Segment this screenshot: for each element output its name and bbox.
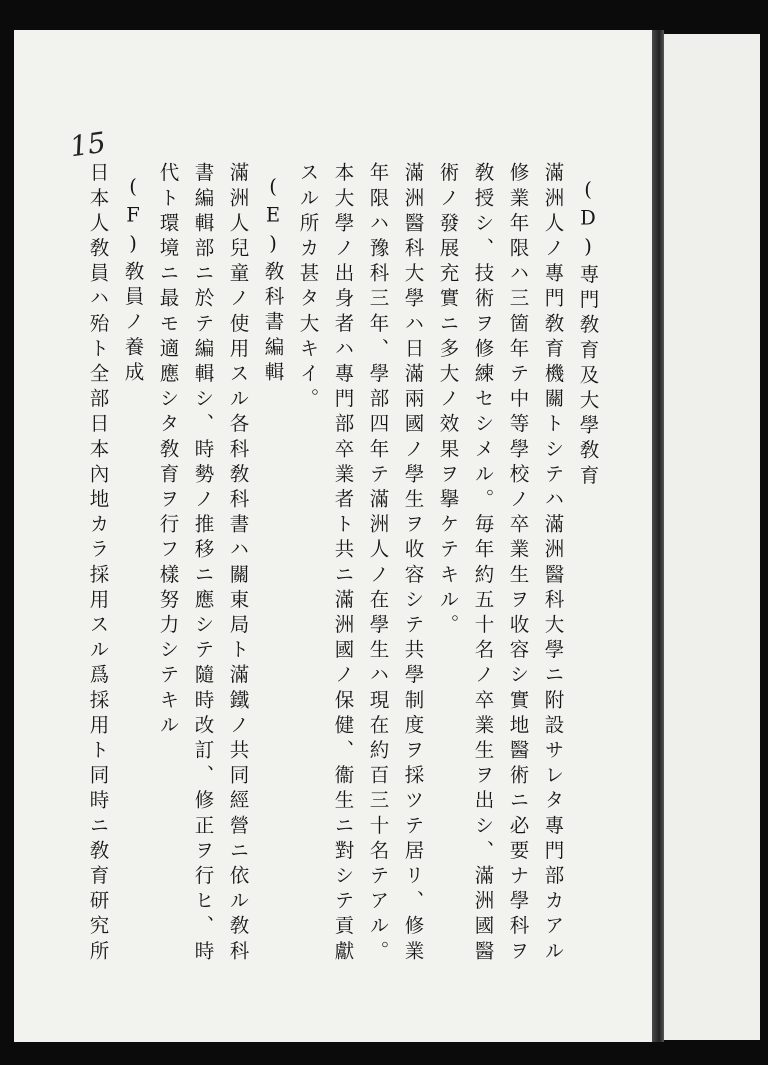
book-spine-shadow	[652, 30, 664, 1042]
section-heading-e: (E)敎科書編輯	[261, 175, 285, 387]
text-column: 年限ハ豫科三年、學部四年テ滿洲人ノ在學生ハ現在約百三十名テアル。	[366, 162, 390, 966]
text-column: 術ノ發展充實ニ多大ノ效果ヲ擧ケテキル。	[436, 162, 460, 639]
text-column: スル所カ甚タ大キイ。	[296, 162, 320, 413]
bleed-through-text	[708, 262, 724, 452]
text-column: 滿洲人兒童ノ使用スル各科敎科書ハ關東局ト滿鐵ノ共同經營ニ依ル敎科	[226, 162, 250, 966]
adjacent-page	[664, 34, 760, 1040]
text-column: 滿洲醫科大學ハ日滿兩國ノ學生ヲ收容シテ共學制度ヲ採ツテ居リ、修業	[401, 162, 425, 966]
handwritten-page-number: 15	[67, 125, 108, 164]
text-column: 修業年限ハ三箇年テ中等學校ノ卒業生ヲ收容シ實地醫術ニ必要ナ學科ヲ	[506, 162, 530, 966]
text-column: 本大學ノ出身者ハ專門部卒業者ト共ニ滿洲國ノ保健、衞生ニ對シテ貢獻	[331, 162, 355, 966]
section-heading-f: (F)敎員ノ養成	[121, 175, 145, 387]
text-column: 敎授シ、技術ヲ修練セシメル。毎年約五十名ノ卒業生ヲ出シ、滿洲國醫	[471, 162, 495, 966]
text-column: 代ト環境ニ最モ適應シタ敎育ヲ行フ樣努力シテキル	[156, 162, 180, 740]
text-column: 日本人敎員ハ殆ト全部日本內地カラ採用スル爲採用ト同時ニ敎育研究所	[86, 162, 110, 966]
text-column: 書編輯部ニ於テ編輯シ、時勢ノ推移ニ應シテ隨時改訂、修正ヲ行ヒ、時	[191, 162, 215, 966]
section-heading-d: (D)専門敎育及大學敎育	[576, 178, 600, 490]
text-column: 滿洲人ノ專門敎育機關トシテハ滿洲醫科大學ニ附設サレタ專門部カアル	[541, 162, 565, 966]
